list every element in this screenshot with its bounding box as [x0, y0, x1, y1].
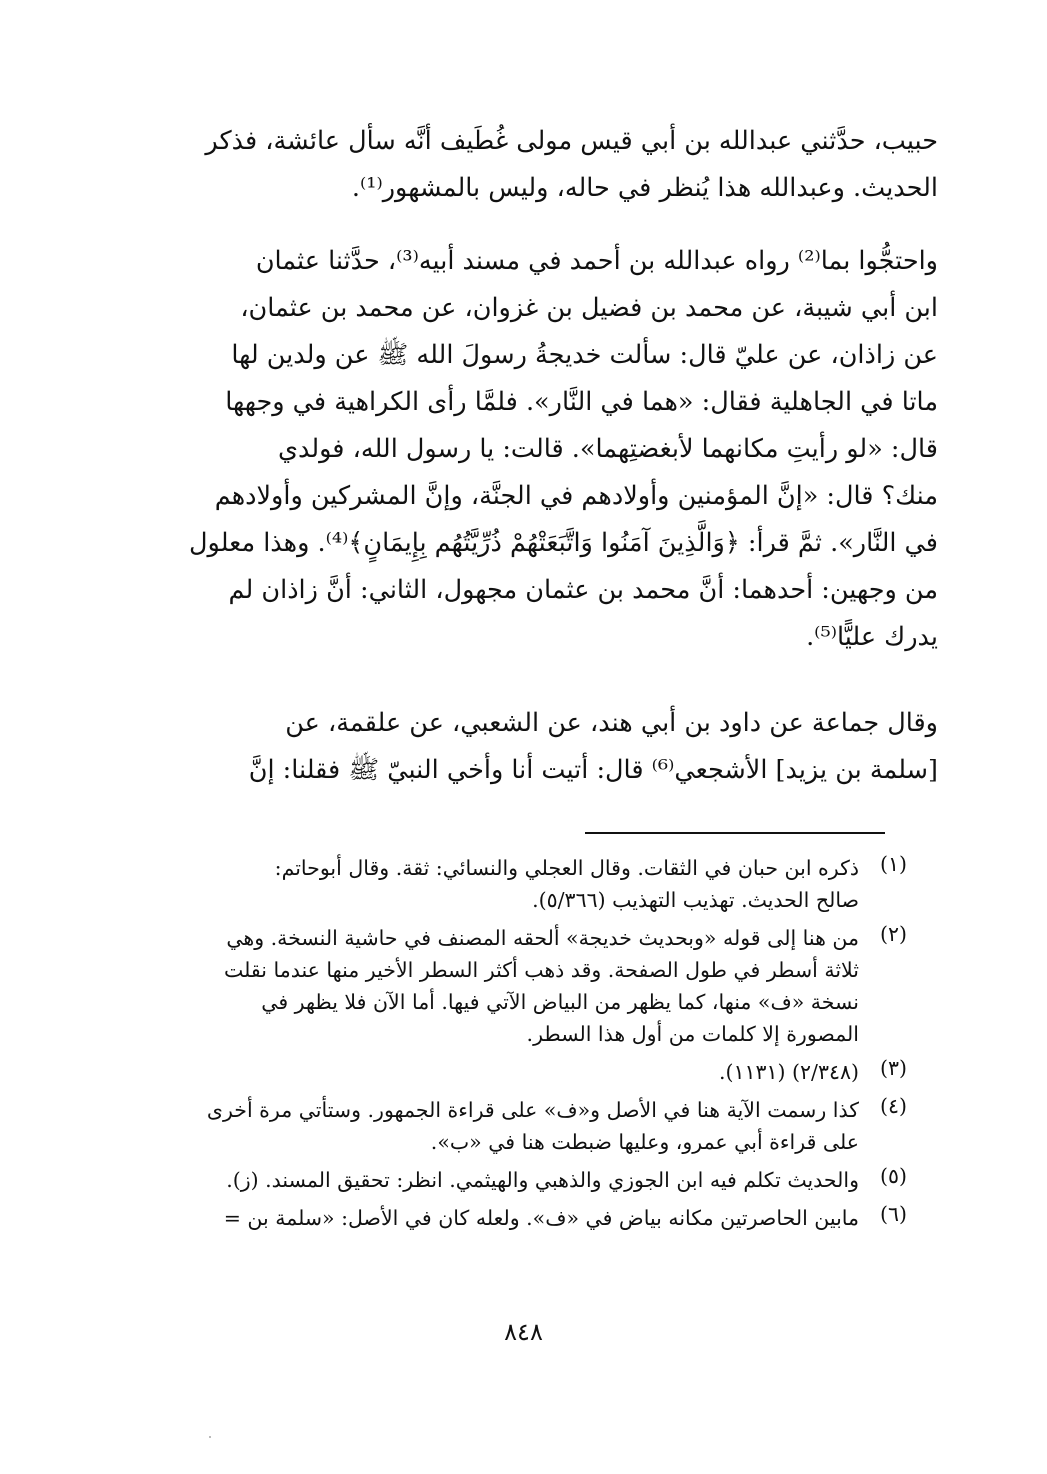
footnote-separator	[585, 832, 885, 834]
footnote-line: كذا رسمت الآية هنا في الأصل و«ف» على قراءة الجمهور. وستأتي مرة أخرى	[206, 1098, 859, 1122]
footnote-line: المصورة إلا كلمات من أول هذا السطر.	[526, 1022, 859, 1046]
text-line: قال: «لو رأيتِ مكانهما لأبغضتِهما». قالت: يا رسول الله، فولدي	[278, 434, 938, 464]
text-line: يدرك عليًّا⁽⁵⁾.	[806, 622, 938, 652]
text-line: الحديث. وعبدالله هذا يُنظر في حاله، وليس بالمشهور⁽¹⁾.	[351, 173, 938, 203]
footnote-1	[112, 852, 907, 916]
footnote-line: صالح الحديث. تهذيب التهذيب (٥/٣٦٦).	[532, 888, 859, 912]
text-line: من وجهين: أحدهما: أنَّ محمد بن عثمان مجهول، الثاني: أنَّ زاذان لم	[228, 575, 938, 605]
text-line: ماتا في الجاهلية فقال: «هما في النَّار». فلمَّا رأى الكراهية في وجهها	[225, 387, 938, 417]
footnote-line: ذكره ابن حبان في الثقات. وقال العجلي والنسائي: ثقة. وقال أبوحاتم:	[274, 856, 859, 880]
scan-speck	[209, 1436, 211, 1438]
footnote-line: مابين الحاصرتين مكانه بياض في «ف». ولعله كان في الأصل: «سلمة بن =	[223, 1206, 859, 1230]
footnote-line: نسخة «ف» منها، كما يظهر من البياض الآتي فيها. أما الآن فلا يظهر في	[261, 990, 859, 1014]
text-line: عن زاذان، عن عليّ قال: سألت خديجةُ رسولَ الله ﷺ عن ولدين لها	[231, 340, 938, 370]
text-line: ابن أبي شيبة، عن محمد بن فضيل بن غزوان، عن محمد بن عثمان،	[240, 293, 938, 323]
footnote-number: (٥)	[879, 1164, 907, 1188]
paragraph-3	[108, 700, 938, 794]
paragraph-2	[108, 238, 938, 661]
footnote-number: (٢)	[879, 922, 907, 946]
footnote-3	[112, 1056, 907, 1088]
footnote-number: (٦)	[879, 1202, 907, 1226]
footnote-number: (٤)	[879, 1094, 907, 1118]
text-line: في النَّار». ثمَّ قرأ: ﴿وَالَّذِينَ آمَنُوا وَاتَّبَعَتْهُمْ ذُرِّيَّتُهُم بِإِيمَانٍ﴾⁽⁴⁾. وهذا معلول	[189, 528, 938, 558]
page-number: ٨٤٨	[504, 1318, 543, 1346]
footnote-number: (١)	[879, 852, 907, 876]
paragraph-1	[108, 118, 938, 212]
footnote-line: من هنا إلى قوله «وبحديث خديجة» ألحقه المصنف في حاشية النسخة. وهي	[226, 926, 859, 950]
footnote-5	[112, 1164, 907, 1196]
footnote-line: ثلاثة أسطر في طول الصفحة. وقد ذهب أكثر السطر الأخير منها عندما نقلت	[224, 958, 859, 982]
text-line: منك؟ قال: «إنَّ المؤمنين وأولادهم في الجنَّة، وإنَّ المشركين وأولادهم	[214, 481, 938, 511]
footnote-line: على قراءة أبي عمرو، وعليها ضبطت هنا في «ب».	[430, 1130, 859, 1154]
text-line: وقال جماعة عن داود بن أبي هند، عن الشعبي، عن علقمة، عن	[285, 708, 938, 738]
footnote-line: والحديث تكلم فيه ابن الجوزي والذهبي والهيثمي. انظر: تحقيق المسند. (ز).	[226, 1168, 859, 1192]
footnote-2	[112, 922, 907, 1050]
footnote-4	[112, 1094, 907, 1158]
footnotes	[112, 852, 907, 1240]
footnote-line: (٢/٣٤٨) (١١٣١).	[718, 1060, 859, 1084]
footnote-number: (٣)	[879, 1056, 907, 1080]
text-line: [سلمة بن يزيد] الأشجعي⁽⁶⁾ قال: أتيت أنا وأخي النبيّ ﷺ فقلنا: إنَّ	[248, 755, 938, 785]
footnote-6	[112, 1202, 907, 1234]
text-line: واحتجُّوا بما⁽²⁾ رواه عبدالله بن أحمد في مسند أبيه⁽³⁾، حدَّثنا عثمان	[255, 246, 938, 276]
text-line: حبيب، حدَّثني عبدالله بن أبي قيس مولى غُطَيف أنَّه سأل عائشة، فذكر	[205, 126, 938, 156]
